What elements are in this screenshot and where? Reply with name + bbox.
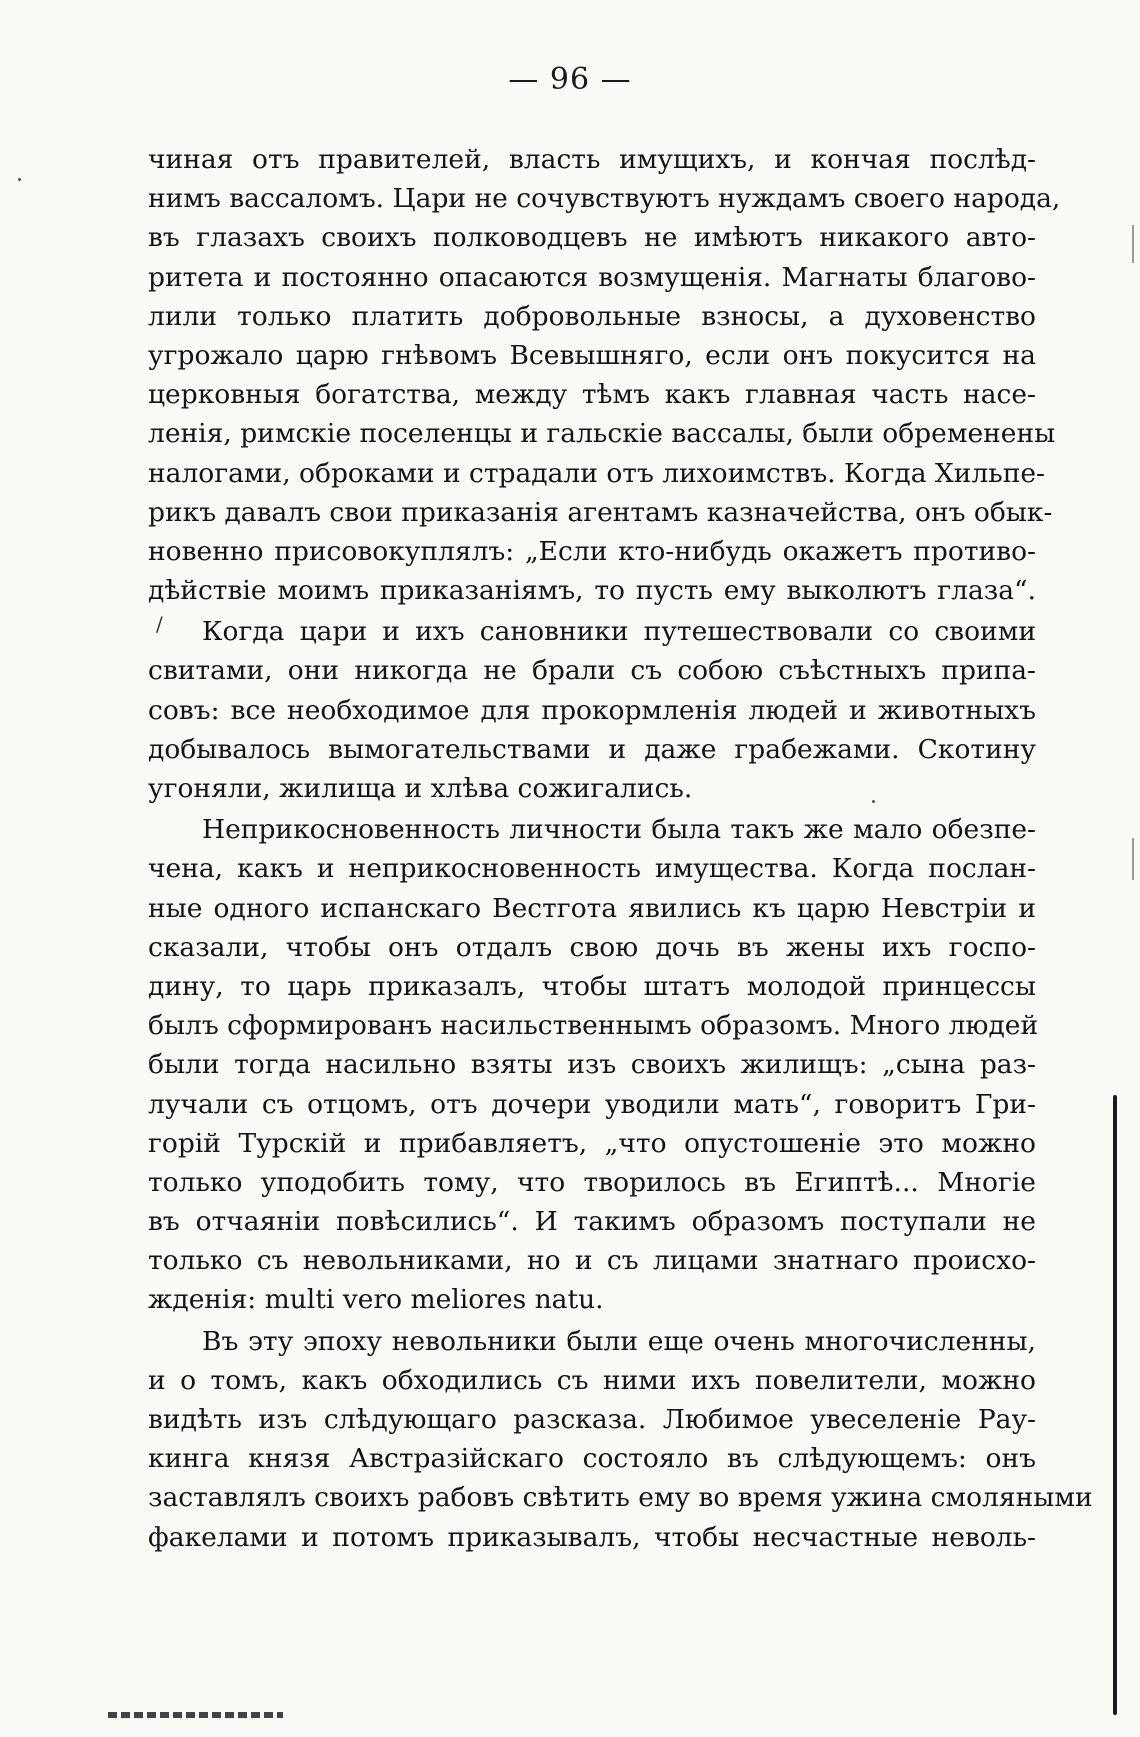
text-line: лили только платить добровольные взносы, а духовенство — [148, 300, 1036, 332]
text-line: только уподобить тому, что творилось въ Египтѣ... Многіе — [148, 1166, 1036, 1198]
text-line: Когда цари и ихъ сановники путешествовали со своими — [202, 616, 1036, 648]
text-line: добывалось вымогательствами и даже грабежами. Скотину — [148, 733, 1036, 765]
text-line: жденія: multi vero meliores natu. — [148, 1284, 604, 1316]
text-line: горій Турскій и прибавляетъ, „что опустошеніе это можно — [148, 1127, 1036, 1159]
text-line: свитами, они никогда не брали съ собою съѣстныхъ припа- — [148, 655, 1036, 687]
text-line: ленія, римскіе поселенцы и гальскіе вассалы, были обременены — [148, 418, 1056, 450]
text-line: дину, то царь приказалъ, чтобы штатъ молодой принцессы — [148, 970, 1036, 1002]
text-line: Въ эту эпоху невольники были еще очень многочисленны, — [202, 1325, 1036, 1357]
text-line: кинга князя Австразійскаго состояло въ слѣдующемъ: онъ — [148, 1443, 1036, 1475]
text-line: Неприкосновенность личности была такъ же мало обезпе- — [202, 814, 1036, 846]
body-text — [148, 140, 1093, 1557]
text-line: ные одного испанскаго Вестгота явились къ царю Невстріи и — [148, 892, 1036, 924]
margin-mark: / — [156, 612, 163, 636]
text-line: налогами, оброками и страдали отъ лихоимствъ. Когда Хильпе- — [148, 457, 1046, 489]
scan-edge-tick — [1132, 225, 1134, 263]
text-line: сказали, чтобы онъ отдалъ свою дочь въ жены ихъ госпо- — [148, 931, 1036, 963]
text-line: лучали съ отцомъ, отъ дочери уводили мать“, говоритъ Гри- — [148, 1088, 1036, 1120]
text-line: былъ сформированъ насильственнымъ образомъ. Много людей — [148, 1010, 1039, 1042]
text-line: видѣть изъ слѣдующаго разсказа. Любимое увеселеніе Рау- — [148, 1404, 1036, 1435]
scan-edge-bar — [1113, 1095, 1117, 1715]
text-line: угрожало царю гнѣвомъ Всевышняго, если онъ покусится на — [148, 339, 1036, 371]
text-line: ритета и постоянно опасаются возмущенія. Магнаты благово- — [148, 261, 1036, 293]
text-line: заставлялъ своихъ рабовъ свѣтить ему во время ужина смоляными — [148, 1482, 1093, 1514]
text-line: въ отчаяніи повѣсились“. И такимъ образомъ поступали не — [148, 1206, 1036, 1238]
scan-dot — [872, 800, 875, 803]
text-line: совъ: все необходимое для прокормленія людей и животныхъ — [148, 694, 1036, 726]
text-line: и о томъ, какъ обходились съ ними ихъ повелители, можно — [148, 1364, 1036, 1396]
text-line: въ глазахъ своихъ полководцевъ не имѣютъ никакого авто- — [148, 222, 1036, 254]
text-line: новенно присовокуплялъ: „Если кто-нибудь окажетъ противо- — [148, 535, 1036, 567]
paragraph-3 — [148, 810, 1039, 1319]
text-line: угоняли, жилища и хлѣва сожигались. — [148, 773, 693, 804]
text-line: чена, какъ и неприкосновенность имущества. Когда послан- — [148, 853, 1036, 885]
text-line: дѣйствіе моимъ приказаніямъ, то пусть ему выколютъ глаза“. — [148, 575, 1036, 607]
scan-dot — [18, 178, 21, 181]
scan-smudge — [108, 1712, 283, 1718]
scan-edge-tick — [1132, 838, 1134, 880]
text-line: церковныя богатства, между тѣмъ какъ главная часть насе- — [148, 379, 1036, 411]
page-number: — 96 — — [508, 62, 632, 97]
text-line: были тогда насильно взяты изъ своихъ жилищъ: „сына раз- — [148, 1049, 1036, 1081]
paragraph-4 — [148, 1322, 1093, 1557]
text-line: факелами и потомъ приказывалъ, чтобы несчастные неволь- — [148, 1521, 1036, 1553]
paragraph-2 — [148, 612, 1036, 808]
text-line: рикъ давалъ свои приказанія агентамъ казначейства, онъ обык- — [148, 496, 1053, 528]
paragraph-1 — [148, 140, 1061, 610]
text-line: только съ невольниками, но и съ лицами знатнаго происхо- — [148, 1245, 1036, 1277]
text-line: чиная отъ правителей, власть имущихъ, и кончая послѣд- — [148, 144, 1036, 175]
text-line: нимъ вассаломъ. Цари не сочувствуютъ нуждамъ своего народа, — [148, 183, 1061, 215]
